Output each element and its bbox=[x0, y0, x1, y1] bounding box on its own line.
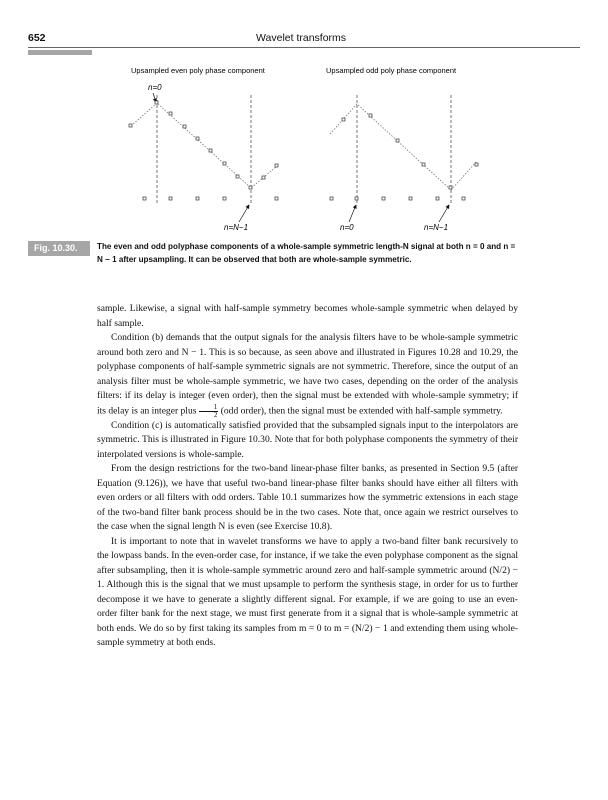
right-panel-title: Upsampled odd poly phase component bbox=[326, 66, 457, 75]
left-envelope bbox=[131, 103, 277, 188]
right-panel bbox=[326, 66, 478, 232]
figure-label: Fig. 10.30. bbox=[28, 241, 90, 256]
left-label-n0: n=0 bbox=[148, 83, 162, 92]
running-title: Wavelet transforms bbox=[256, 32, 347, 44]
polyphase-figure bbox=[0, 60, 608, 235]
left-panel bbox=[129, 66, 278, 232]
page-number: 652 bbox=[28, 32, 46, 44]
fraction-denominator: 2 bbox=[213, 410, 218, 419]
paragraph-5: It is important to note that in wavelet transforms we have to apply a two-band filter bank recursively to the lowpass bands. In the even-order case, for instance, if we take the even polyphase component as the signal after subsampling, then it is whole-sample symmetric around zero and half-sample symmetric around (N/2) − 1. Although this is the signal that we must upsample to perform the synthesis stage, in order for us to further decompose it we have to generate a slightly different signal. For example, if we are going to use an even-order filter bank for the next stage, we must first generate from it a signal that is whole-sample symmetric at both ends. We do so by first taking its samples from m = 0 to m = (N/2) − 1 and extending them using whole-sample symmetry at both ends. bbox=[97, 535, 518, 649]
paragraph-1: sample. Likewise, a signal with half-sample symmetry becomes whole-sample symmetric when delayed by half sample. bbox=[97, 303, 518, 329]
paragraph-2 bbox=[97, 331, 518, 419]
right-label-nN1: n=N−1 bbox=[424, 223, 449, 232]
left-samples bbox=[129, 101, 278, 200]
paragraph-2-end: (odd order), then the signal must be extended with half-sample symmetry. bbox=[220, 405, 503, 417]
paragraph-4: From the design restrictions for the two-band linear-phase filter banks, as presented in Section 9.5 (after Equation (9.126)), we have that useful two-band linear-phase filter banks should have either all filters with even orders or all filters with odd orders. Table 10.1 summarizes how the symmetric extensions in each stage of the two-band filter bank process should be in the two cases. Note that, once again we restrict ourselves to the case when the signal length N is even (see Exercise 10.8). bbox=[97, 463, 518, 533]
fraction-half bbox=[199, 404, 219, 419]
left-panel-title: Upsampled even poly phase component bbox=[131, 66, 265, 75]
left-label-nN1: n=N−1 bbox=[224, 223, 249, 232]
paragraph-3: Condition (c) is automatically satisfied provided that the subsampled signals input to the interpolators are symmetric. This is illustrated in Figure 10.30. Note that for both polyphase components the symmetry of their interpolated versions is whole-sample. bbox=[97, 419, 518, 460]
paragraph-2-text: Condition (b) demands that the output signals for the analysis filters have to be whole-sample symmetric around both zero and N − 1. This is so because, as seen above and illustrated in Figures 10.28 and 10.29, the polyphase components of half-sample symmetric signals are not symmetric. Therefore, since the output of an analysis filter must be whole-sample symmetric, we have two cases, depending on the order of the analysis filters: if its delay is integer (even order), then the signal must be extended with whole-sample symmetry; if its delay is an integer plus bbox=[97, 332, 518, 417]
figure-caption: The even and odd polyphase components of a whole-sample symmetric length-N signal at both n = 0 and n = N − 1 after upsampling. It can be observed that both are whole-sample symmetric. bbox=[97, 242, 516, 264]
body-text bbox=[97, 302, 518, 651]
right-label-n0: n=0 bbox=[340, 223, 354, 232]
page-header bbox=[28, 30, 580, 46]
header-rule bbox=[28, 47, 580, 48]
right-samples bbox=[330, 114, 478, 200]
right-envelope bbox=[330, 104, 477, 190]
fraction-numerator: 1 bbox=[199, 404, 219, 412]
header-bar bbox=[28, 50, 92, 55]
